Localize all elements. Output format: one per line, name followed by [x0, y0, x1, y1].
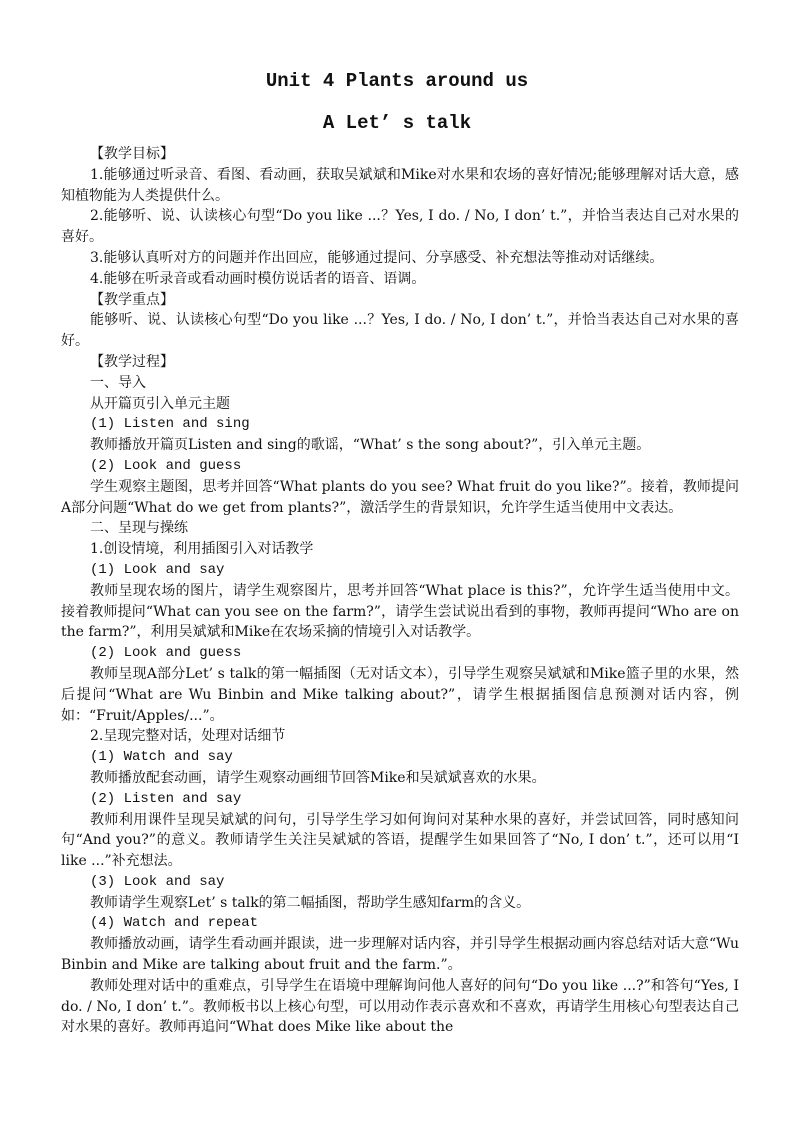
document-subtitle: A Let’ s talk	[322, 112, 472, 134]
subsection-heading: 二、呈现与操练	[90, 520, 188, 537]
paragraph: 从开篇页引入单元主题	[90, 395, 230, 412]
document-title: Unit 4 Plants around us	[265, 70, 529, 92]
objective-item: 2.能够听、说、认读核心句型“Do you like ...？Yes, I do. / No, I don’ t.”，并恰当表达自己对水果的喜好。	[61, 208, 739, 246]
paragraph: 能够听、说、认读核心句型“Do you like ...？Yes, I do. / No, I don’ t.”，并恰当表达自己对水果的喜好。	[61, 312, 739, 350]
paragraph: 教师播放配套动画，请学生观察动画细节回答Mike和吴斌斌喜欢的水果。	[90, 769, 546, 786]
objective-item: 3.能够认真听对方的问题并作出回应，能够通过提问、分享感受、补充想法等推动对话继续。	[90, 249, 664, 266]
step-heading: (1) Watch and say	[90, 749, 233, 766]
paragraph: 教师播放动画，请学生看动画并跟读，进一步理解对话内容，并引导学生根据动画内容总结对话大意“Wu Binbin and Mike are talking about fruit and the farm.”。	[61, 936, 739, 974]
objective-item: 4.能够在听录音或看动画时模仿说话者的语音、语调。	[90, 270, 426, 287]
subsection-heading: 1.创设情境，利用插图引入对话教学	[90, 541, 314, 558]
subsection-heading: 2.呈现完整对话，处理对话细节	[90, 728, 286, 745]
subsection-heading: 一、导入	[90, 374, 146, 391]
step-heading: (2) Listen and say	[90, 790, 242, 807]
paragraph: 教师呈现农场的图片，请学生观察图片，思考并回答“What place is this?”，允许学生适当使用中文。接着教师提问“What can you see on the farm?”，请学生尝试说出看到的事物，教师再提问“Who are on the farm?”，利用吴斌斌和Mike在农场采摘的情境引入对话教学。	[61, 582, 739, 641]
paragraph: 教师利用课件呈现吴斌斌的问句，引导学生学习如何询问对某种水果的喜好，并尝试回答，同时感知问句“And you?”的意义。教师请学生关注吴斌斌的答语，提醒学生如果回答了“No, I don’ t.”，还可以用“I like ...”补充想法。	[61, 811, 739, 870]
paragraph: 教师播放开篇页Listen and sing的歌谣，“What’ s the song about?”，引入单元主题。	[90, 437, 651, 454]
paragraph: 教师请学生观察Let’ s talk的第二幅插图，帮助学生感知farm的含义。	[90, 894, 531, 911]
step-heading: (1) Listen and sing	[90, 416, 250, 433]
step-heading: (2) Look and guess	[90, 457, 242, 474]
step-heading: (2) Look and guess	[90, 645, 242, 662]
section-heading: 【教学重点】	[90, 291, 174, 308]
paragraph: 教师处理对话中的重难点，引导学生在语境中理解询问他人喜好的问句“Do you like ...?”和答句“Yes, I do. / No, I don’ t.”。教师板书以上核心句型，可以用动作表示喜欢和不喜欢，再请学生用核心句型表达自己对水果的喜好。教师再追问“What does Mike like about the	[61, 977, 739, 1036]
step-heading: (3) Look and say	[90, 873, 225, 890]
objective-item: 1.能够通过听录音、看图、看动画，获取吴斌斌和Mike对水果和农场的喜好情况;能够理解对话大意，感知植物能为人类提供什么。	[61, 166, 739, 204]
step-heading: (4) Watch and repeat	[90, 915, 259, 932]
section-heading: 【教学过程】	[90, 353, 174, 370]
paragraph: 学生观察主题图，思考并回答“What plants do you see? What fruit do you like?”。接着，教师提问A部分问题“What do we get from plants?”，激活学生的背景知识，允许学生适当使用中文表达。	[61, 478, 739, 516]
document-body	[61, 144, 739, 1038]
section-heading: 【教学目标】	[90, 146, 174, 162]
step-heading: (1) Look and say	[90, 561, 225, 578]
paragraph: 教师呈现A部分Let’ s talk的第一幅插图（无对话文本），引导学生观察吴斌斌和Mike篮子里的水果，然后提问“What are Wu Binbin and Mike talking about?”，请学生根据插图信息预测对话内容，例如：“Fruit/Apples/...”。	[61, 665, 739, 724]
